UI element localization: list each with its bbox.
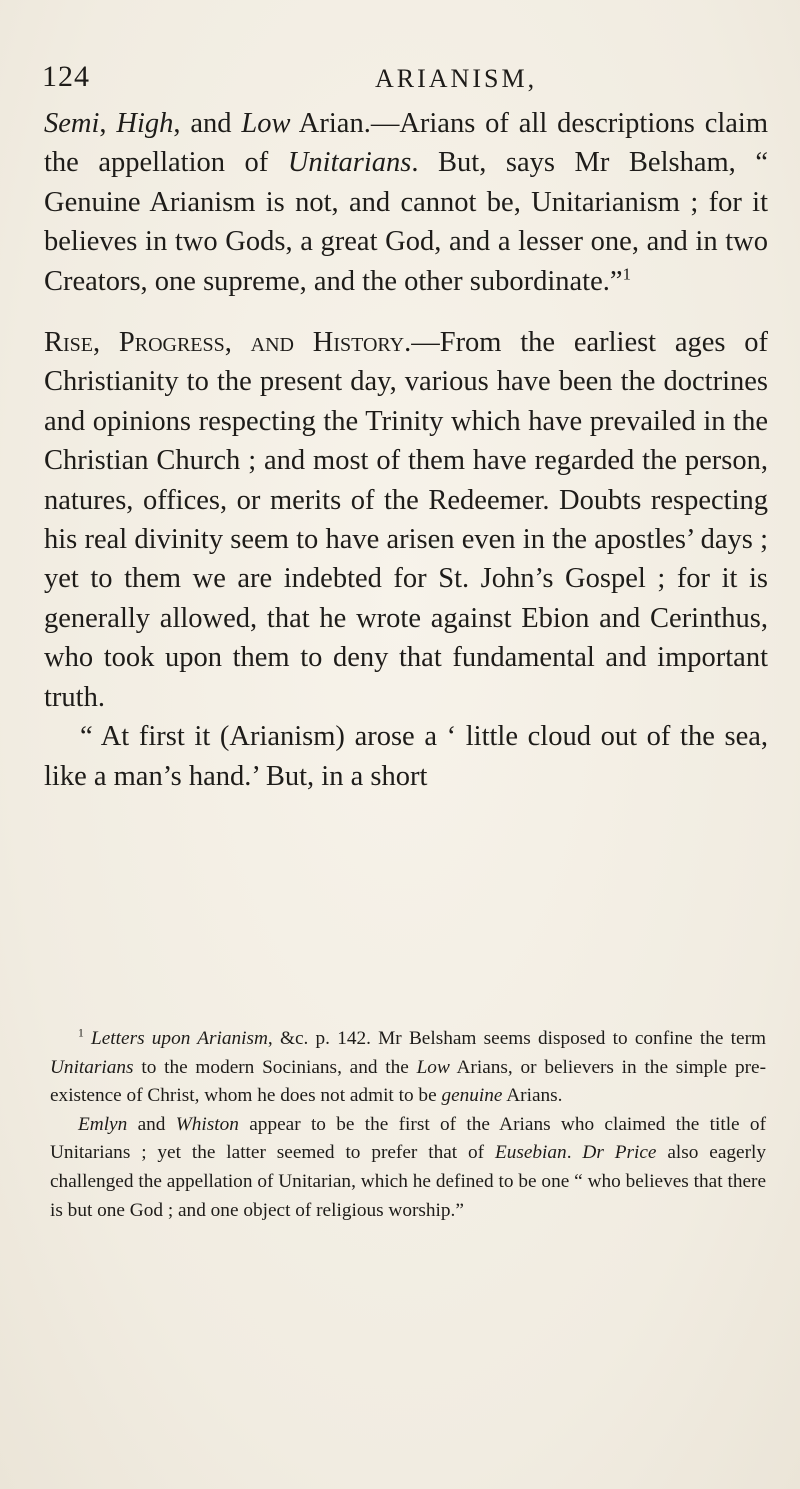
text-run: also eagerly challenged the appellation of Unitarian, which he defined to be one “ who believes that there is but one God ; and one object of religious worship.” [50,1142,767,1221]
running-head [42,60,762,100]
running-title: ARIANISM, [375,64,538,93]
term-unitarians: Unitarians [287,147,412,179]
text-run: “ At first it (Arianism) arose a ‘ little cloud out of the sea, like a man’s hand.’ But, in a short [44,721,768,792]
text-run: Arian.—Arians of all descriptions claim the appellation of [44,108,768,179]
text-run: appear to be the first of the Arians who claimed the title of Unitarians ; yet the latter seemed to prefer that of [50,1113,766,1164]
term-low: Low [241,108,291,139]
footnote-1-continued [50,1111,766,1225]
text-run: , &c. p. 142. Mr Belsham seems disposed to confine the term [267,1028,766,1049]
paragraph-rise-progress-history [44,323,768,717]
term-semi: Semi [44,108,100,139]
text-run: . [566,1142,583,1164]
paragraph-little-cloud [44,717,768,796]
text-run: Arians, or believers in the simple pre-existence of Christ, whom he does not admit to be [50,1056,766,1107]
section-heading: Rise, Progress, and History. [44,327,412,359]
text-run: —From the earliest ages of Christianity to the present day, various have been the doctrines and opinions respecting the Trinity which have prevailed in the Christian Church ; and most of them have regarded the person, natures, offices, or merits of the Redeemer. Doubts respecting his real divinity seem to have arisen even in the apostles’ days ; yet to them we are indebted for St. John’s Gospel ; for it is generally allowed, that he wrote against Ebion and Cerinthus, who took upon them to deny that fundamental and important truth. [44,327,768,713]
footnote-reference[interactable]: 1 [622,264,632,284]
text-run: , and [173,108,242,139]
name-emlyn: Emlyn [78,1113,128,1135]
footnote-1 [50,1025,766,1111]
cited-title: Letters upon Arianism [91,1028,268,1049]
text-run: and [127,1113,176,1135]
text-run: Arians. [502,1085,563,1107]
term-high: High [116,108,174,139]
name-dr-price: Dr Price [582,1142,657,1164]
text-run: , [99,108,117,139]
term-eusebian: Eusebian [494,1142,567,1164]
page-number: 124 [42,60,90,93]
footnote-marker: 1 [78,1026,84,1040]
text-run: . But, says Mr Belsham, “ Genuine Arianism is not, and cannot be, Unitarianism ; for it believes in two Gods, a great God, and a lesser one, and in two Creators, one supreme, and the other subordinate.” [44,147,768,297]
term-genuine: genuine [441,1085,503,1107]
paragraph-semi-high-low-arian [44,104,768,301]
text-run: to the modern Socinians, and the [133,1056,417,1078]
footnotes [50,1025,766,1225]
term-low: Low [416,1056,450,1078]
name-whiston: Whiston [175,1113,239,1135]
term-unitarians: Unitarians [50,1056,134,1078]
body-text [44,104,768,796]
